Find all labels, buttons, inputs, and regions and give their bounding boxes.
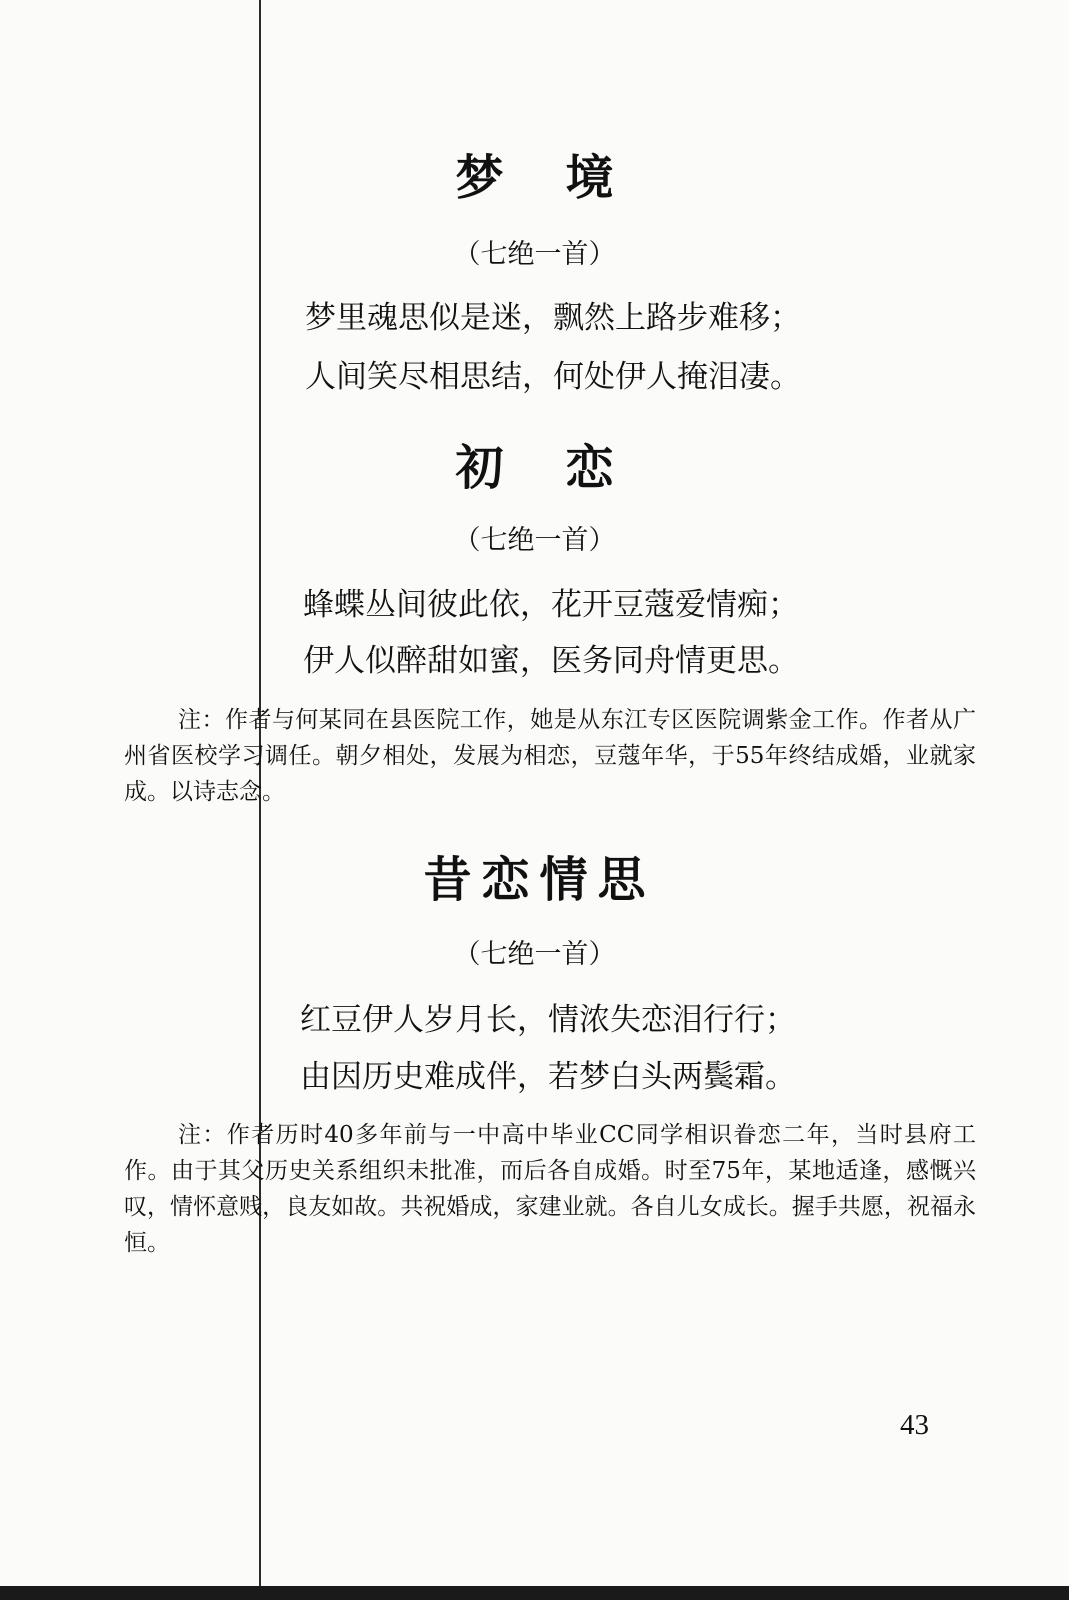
poem-title-chulian: 初恋: [455, 440, 676, 496]
poem-line-chulian-1: 蜂蝶丛间彼此依，花开豆蔻爱情痴；: [303, 587, 799, 623]
poem-title-mengjing: 梦境: [455, 150, 676, 206]
poem-line-xilianqingsi-1: 红豆伊人岁月长，情浓失恋泪行行；: [300, 1002, 796, 1038]
poem-form-xilianqingsi: （七绝一首）: [453, 939, 616, 970]
poem-line-xilianqingsi-2: 由因历史难成伴，若梦白头两鬓霜。: [300, 1059, 796, 1095]
poem-title-xilianqingsi: 昔恋情思: [423, 852, 656, 908]
poem-note-chulian: 注：作者与何某同在县医院工作，她是从东江专区医院调紫金工作。作者从广州省医校学习调任。朝夕相处，发展为相恋，豆蔻年华，于55年终结成婚，业就家成。以诗志念。: [124, 707, 976, 805]
poem-line-mengjing-2: 人间笑尽相思结，何处伊人掩泪凄。: [305, 359, 801, 395]
poem-note-xilianqingsi: 注：作者历时40多年前与一中高中毕业CC同学相识眷恋二年，当时县府工作。由于其父历史关系组织未批准，而后各自成婚。时至75年，某地适逢，感慨兴叹，情怀意贱，良友如故。共祝婚成，家建业就。各自儿女成长。握手共愿，祝福永恒。: [124, 1122, 976, 1256]
page-number: 43: [900, 1409, 929, 1441]
poem-form-chulian: （七绝一首）: [453, 525, 616, 556]
scan-bottom-edge: [0, 1586, 1069, 1600]
poem-line-chulian-2: 伊人似醉甜如蜜，医务同舟情更思。: [303, 643, 799, 679]
poem-line-mengjing-1: 梦里魂思似是迷，飘然上路步难移；: [305, 300, 801, 336]
poem-form-mengjing: （七绝一首）: [453, 239, 616, 270]
